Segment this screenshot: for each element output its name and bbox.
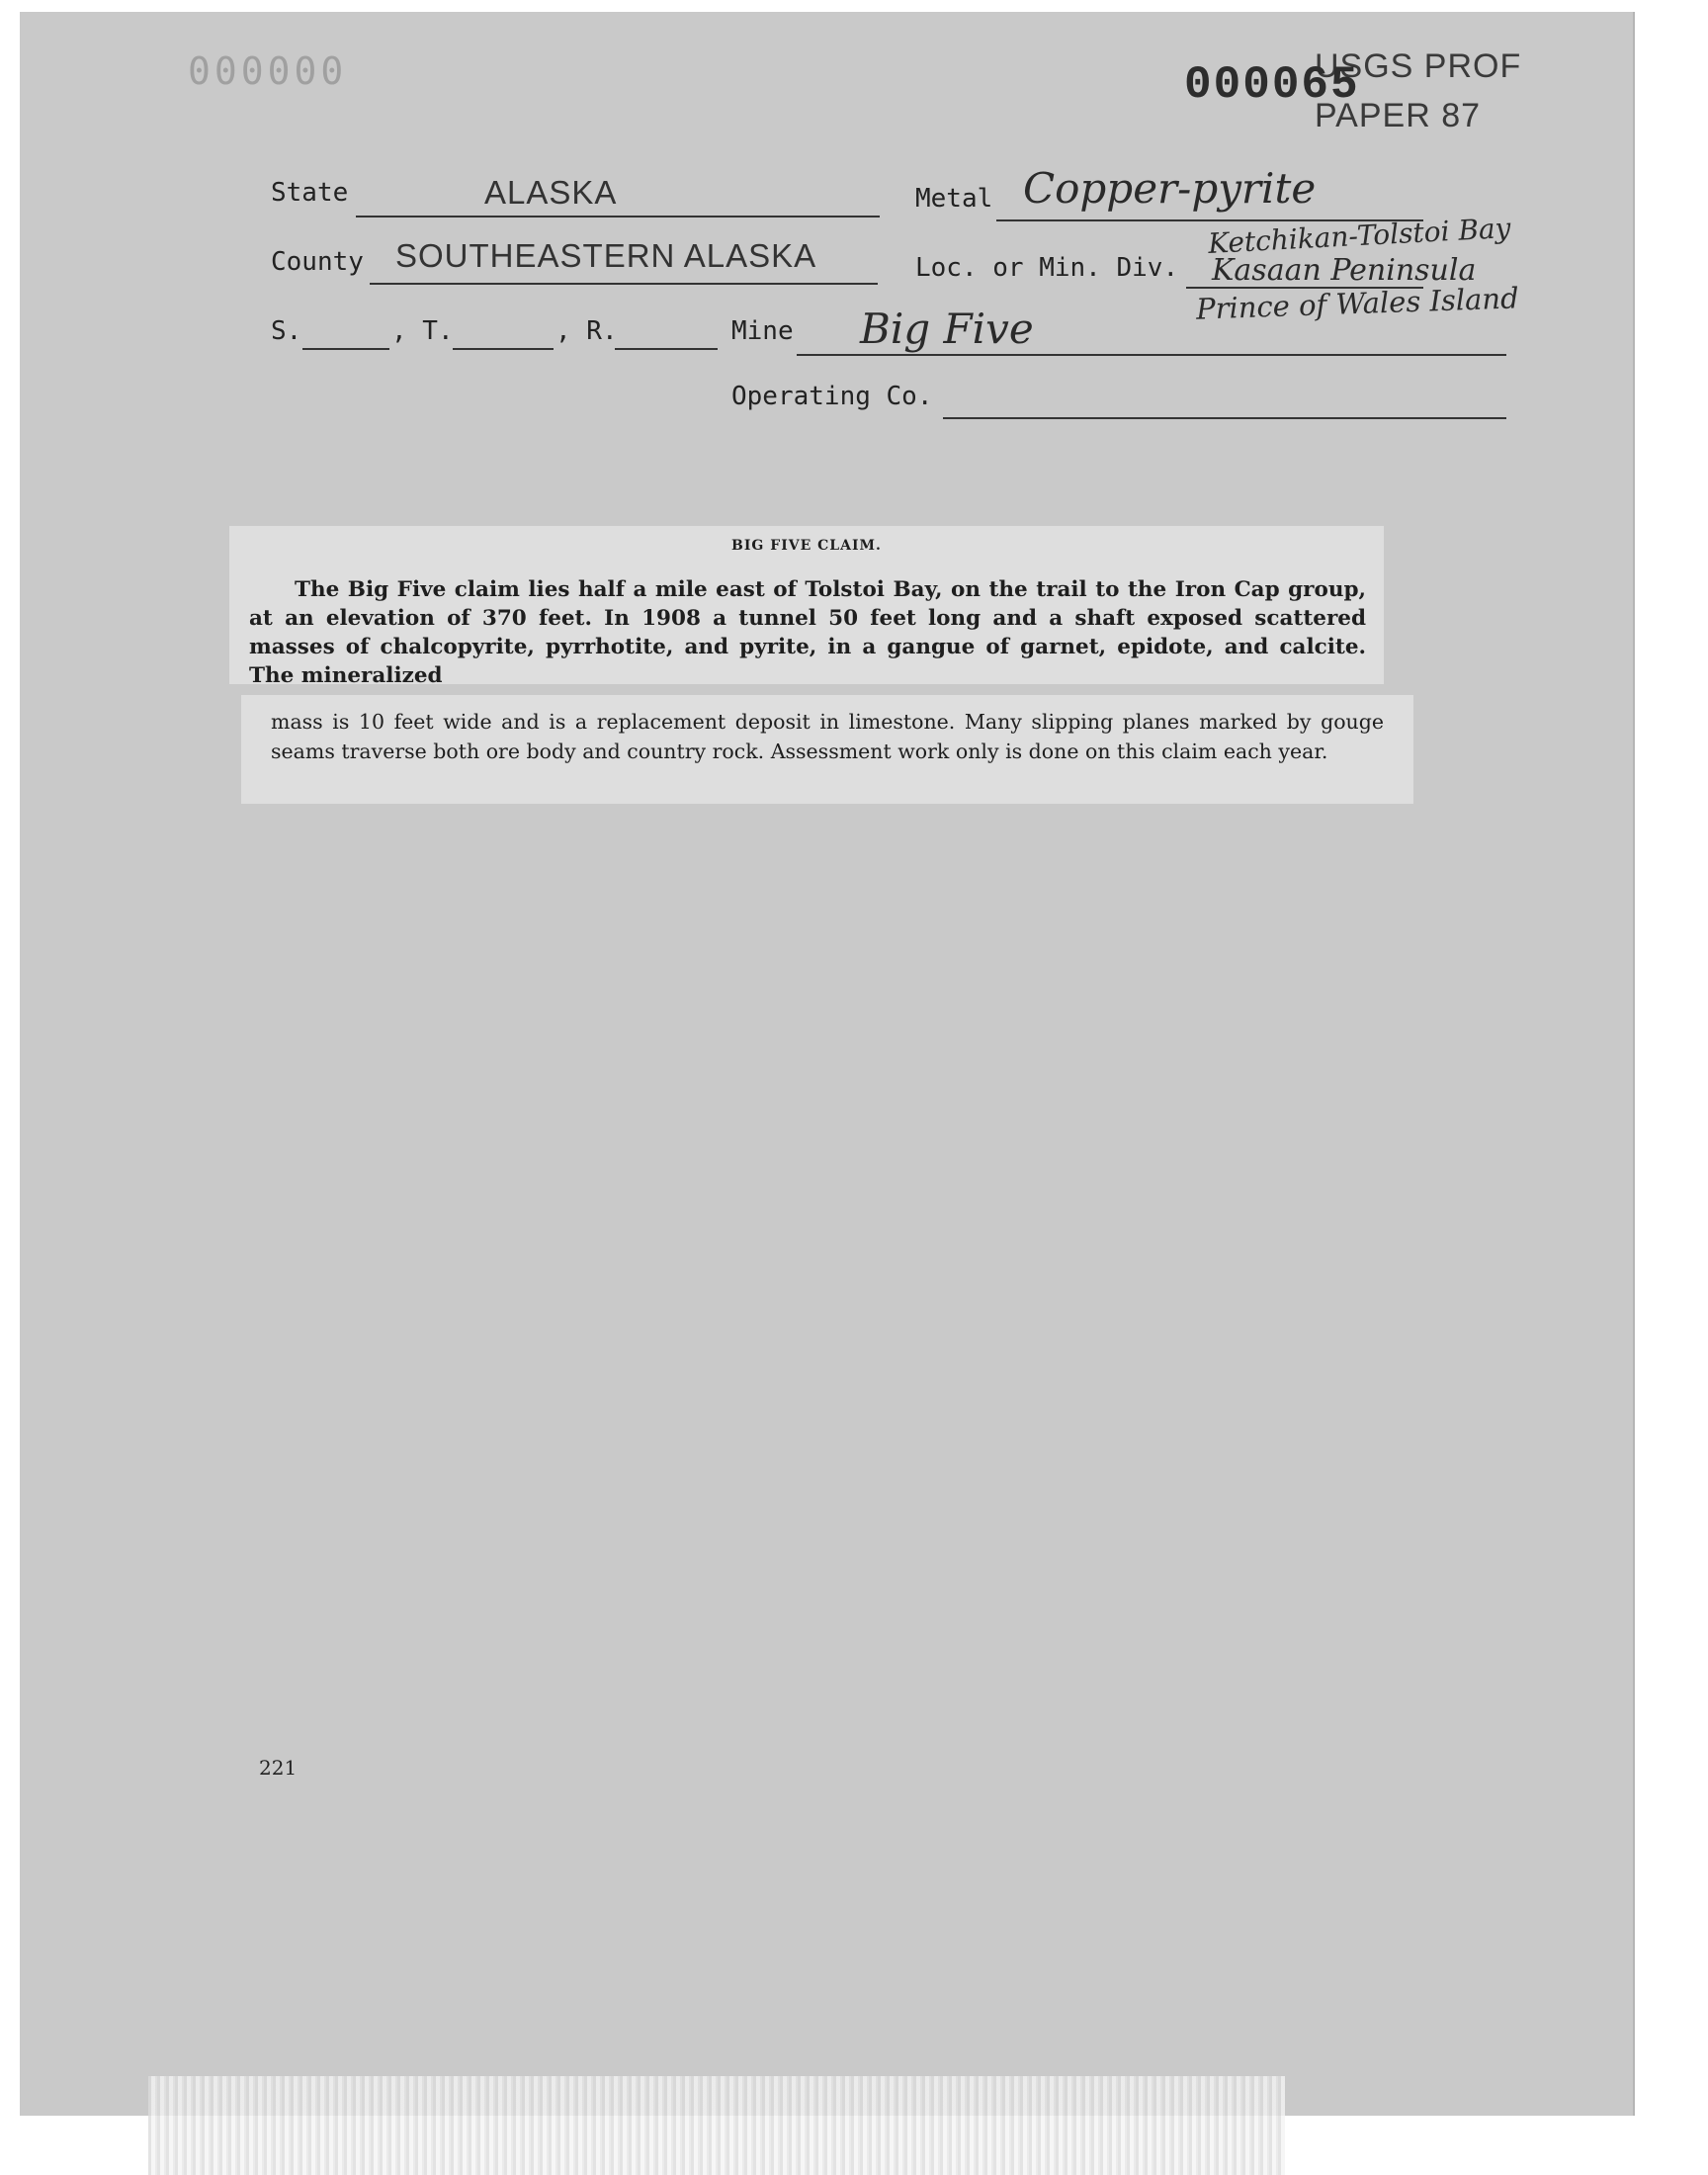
mine-value: Big Five — [860, 304, 1034, 353]
county-line — [370, 283, 878, 285]
operating-co-label: Operating Co. — [731, 382, 933, 411]
operating-co-line — [943, 417, 1506, 419]
report-clipping-1 — [229, 526, 1384, 688]
mine-label: Mine — [731, 316, 794, 346]
clipping-paragraph-1: The Big Five claim lies half a mile east of Tolstoi Bay, on the trail to the Iron Cap group, at an elevation of 370 feet. In 1908 a tunnel 50 feet long and a shaft exposed scattered masses of chalcopyrite, pyrrhotite, and pyrite, in a gangue of garnet, epidote, and calcite. The mineralized — [249, 577, 1366, 688]
county-value: SOUTHEASTERN ALASKA — [395, 237, 817, 274]
page-number: 221 — [259, 1756, 298, 1780]
mine-line — [797, 354, 1506, 356]
metal-label: Metal — [915, 184, 993, 214]
usgs-line-2: PAPER 87 — [1315, 97, 1482, 134]
loc-value-line-2: Kasaan Peninsula — [1212, 253, 1477, 288]
township-label: , T. — [391, 316, 454, 346]
range-line — [615, 348, 718, 350]
loc-value-line-1: Ketchikan-Tolstoi Bay — [1207, 212, 1512, 260]
scan-strip — [148, 2076, 1285, 2175]
township-line — [453, 348, 554, 350]
clipping-title: BIG FIVE CLAIM. — [731, 538, 882, 554]
state-value: ALASKA — [484, 174, 618, 211]
report-clipping-2 — [241, 695, 1413, 804]
usgs-line-1: USGS PROF — [1315, 47, 1522, 85]
loc-label: Loc. or Min. Div. — [915, 253, 1179, 283]
section-label: S. — [271, 316, 302, 346]
clipping-paragraph-2: mass is 10 feet wide and is a replacement deposit in limestone. Many slipping planes marked by gouge seams traverse both ore body and country rock. Assessment work only is done on this claim each year. — [271, 710, 1384, 763]
stamp-serial-number: 000065 — [1184, 59, 1360, 111]
loc-value-line-3: Prince of Wales Island — [1195, 281, 1520, 326]
metal-value: Copper-pyrite — [1023, 164, 1317, 213]
state-line — [356, 216, 880, 218]
state-label: State — [271, 178, 349, 208]
document-sheet — [20, 12, 1633, 2116]
range-label: , R. — [555, 316, 618, 346]
section-line — [302, 348, 389, 350]
faint-serial-number: 000000 — [188, 49, 348, 93]
county-label: County — [271, 247, 364, 277]
